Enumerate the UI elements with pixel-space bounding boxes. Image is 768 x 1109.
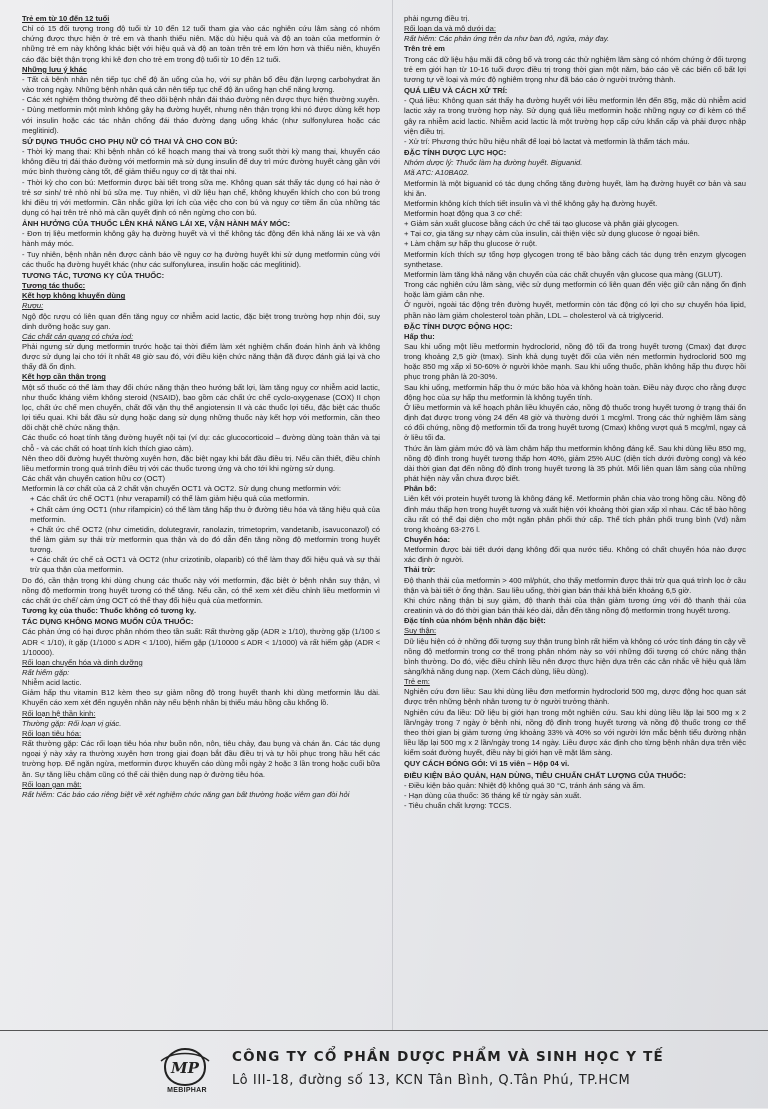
paragraph: Tương kỵ của thuốc: Thuốc không có tương kỵ. <box>22 606 197 616</box>
paragraph: Ở liều metformin và kế hoạch phân liều khuyến cáo, nồng độ thuốc trong huyết tương ở trạng thái ổn định đạt được trong vòng 24 đến 48 giờ và thường dưới 1 mcg/ml. Trong các thử nghiệm lâm sàng có đối chứng, nồng độ metformin tối đa trong huyết tương (Cmax) không vượt quá 5 mcg/ml, ngay cả ở liều tối đa. <box>404 402 746 443</box>
paragraph: - Các xét nghiệm thông thường để theo dõi bệnh nhân đái tháo đường nên được thực hiện thường xuyên. <box>22 95 380 105</box>
subsection-heading: Trên trẻ em <box>404 44 445 54</box>
paragraph: Thường gặp: Rối loạn vị giác. <box>22 718 122 728</box>
paragraph: Metformin là một biguanid có tác dụng chống tăng đường huyết, làm hạ đường huyết cơ bản và sau khi ăn. <box>404 178 746 198</box>
left-column <box>22 14 380 800</box>
paragraph: Rất hiếm: Các phản ứng trên da như ban đỏ, ngứa, mày đay. <box>404 34 610 44</box>
subsection-heading: Đặc tính của nhóm bệnh nhân đặc biệt: <box>404 616 546 626</box>
paragraph: Nên theo dõi đường huyết thường xuyên hơn, đặc biệt ngay khi bắt đầu điều trị. Nếu cần thiết, điều chỉnh liều metformin trong quá trình điều trị với các thuốc tương ứng và cho tới khi ngừng sử dụng. <box>22 453 380 473</box>
paragraph: + Chất ức chế OCT2 (như cimetidin, dolutegravir, ranolazin, trimetoprim, vandetanib, isavuconazol) có thể làm giảm sự thải trừ metformin qua thận và do đó dẫn đến tăng nồng độ metformin trong huyết tương. <box>30 524 380 555</box>
section-heading: ĐẶC TÍNH DƯỢC ĐỘNG HỌC: <box>404 321 513 331</box>
paragraph: + Các chất ức chế OCT1 (như verapamil) có thể làm giảm hiệu quả của metformin. <box>30 494 310 504</box>
logo-wordmark: MEBIPHAR <box>167 1087 207 1094</box>
paragraph: - Tất cả bệnh nhân nên tiếp tục chế độ ăn uống của họ, với sự phân bổ đều đặn lượng carbohydrat ăn vào trong ngày. Những bệnh nhân quá cân nên tiếp tục chế độ ăn uống hạn chế năng lượng. <box>22 74 380 95</box>
mebiphar-logo-icon <box>155 1047 215 1087</box>
paragraph: Suy thận: <box>404 626 437 636</box>
subsection-heading: Kết hợp không khuyến dùng <box>22 291 126 301</box>
paragraph: + Làm chậm sự hấp thu glucose ở ruột. <box>404 239 538 249</box>
paragraph: Trong các nghiên cứu lâm sàng, việc sử dụng metformin có liên quan đến việc giữ cân nặng ổn định hoặc làm giảm cân nhẹ. <box>404 280 746 300</box>
paragraph: + Chất cảm ứng OCT1 (như rifampicin) có thể làm tăng hấp thu ở đường tiêu hóa và tăng hiệu quả của metformin. <box>30 504 380 524</box>
subsection-heading: Trẻ em từ 10 đến 12 tuổi <box>22 14 110 23</box>
subsection-heading: Tương tác thuốc: <box>22 281 86 291</box>
paragraph: Khi chức năng thận bị suy giảm, độ thanh thải của thận giảm tương ứng với độ thanh thải của creatinin và do đó thời gian bán thải kéo dài, dẫn đến tăng nồng độ metformin trong huyết tương. <box>404 595 746 616</box>
paragraph: Rối loạn tiêu hóa: <box>22 728 82 738</box>
section-heading: ĐẶC TÍNH DƯỢC LỰC HỌC: <box>404 148 507 158</box>
paragraph: Mã ATC: A10BA02. <box>404 168 470 178</box>
paragraph: phải ngưng điều trị. <box>404 14 470 23</box>
paragraph: - Tiêu chuẩn chất lượng: TCCS. <box>404 801 512 811</box>
footer <box>0 1030 768 1109</box>
paragraph: Rất hiếm gặp: <box>22 668 70 677</box>
paragraph: - Tuy nhiên, bệnh nhân nên được cảnh báo về nguy cơ hạ đường huyết khi sử dụng metformin cùng với các thuốc hạ đường huyết khác (như các sulfonylurea, insulin hoặc các meglitinid). <box>22 249 380 269</box>
paragraph: - Thời kỳ mang thai: Khi bệnh nhân có kế hoạch mang thai và trong suốt thời kỳ mang thai, khuyến cáo không điều trị đái tháo đường với metformin mà sử dụng insulin để duy trì mức đường huyết càng gần với mức bình thường càng tốt, để giảm thiểu nguy cơ dị tật thai nhi. <box>22 147 380 177</box>
paragraph: Ngộ độc rượu có liên quan đến tăng nguy cơ nhiễm acid lactic, đặc biệt trong trường hợp nhịn đói, suy dinh dưỡng hoặc suy gan. <box>22 311 380 331</box>
paragraph: Chỉ có 15 đối tượng trong độ tuổi từ 10 đến 12 tuổi tham gia vào các nghiên cứu lâm sàng có nhóm chứng được thực hiện ở trẻ em và thanh thiếu niên. Mặc dù hiệu quả và độ an toàn của metformin ở những trẻ em này không khác biệt với hiệu quả và độ an toàn trên trẻ em lớn hơn và thiếu niên, khuyến cáo đặc biệt thận trọng khi kê đơn cho trẻ em trong độ tuổi từ 10 đến 12 tuổi. <box>22 24 380 64</box>
paragraph: Nghiên cứu đa liều: Dữ liệu bị giới hạn trong một nghiên cứu. Sau khi dùng liều lặp lại 500 mg x 2 lần/ngày trong 7 ngày ở bệnh nhi, nồng độ đỉnh trong huyết tương và nồng độ thuốc trong cơ thể theo thời gian bị giảm tương ứng khoảng 33% và 40% so với người lớn mắc bệnh tiểu đường nhận liều lặp lại 500 mg x 2 lần/ngày trong 14 ngày. Liều được xác định cho từng bệnh nhân dựa trên việc kiểm soát đường huyết, điều này bị giới hạn về mặt lâm sàng. <box>404 707 746 758</box>
paragraph: Nghiên cứu đơn liều: Sau khi dùng liều đơn metformin hydroclorid 500 mg, dược động học quan sát được trên những bệnh nhân tương tự ở người trưởng thành. <box>404 687 746 707</box>
fold-line <box>392 0 393 1030</box>
section-heading: ĐIỀU KIỆN BẢO QUẢN, HẠN DÙNG, TIÊU CHUẨN CHẤT LƯỢNG CỦA THUỐC: <box>404 770 687 780</box>
paragraph: Giảm hấp thu vitamin B12 kèm theo sự giảm nồng độ trong huyết thanh khi dùng metformin lâu dài. Khuyến cáo xem xét đến nguyên nhân này nếu bệnh nhân bị thiếu máu hồng cầu khổng lồ. <box>22 688 380 708</box>
paragraph: Các thuốc có hoạt tính tăng đường huyết nội tại (ví dụ: các glucocorticoid – đường dùng toàn thân và tại chỗ - và các chất có hoạt tính kích thích giao cảm). <box>22 433 380 453</box>
paragraph: Phải ngưng sử dụng metformin trước hoặc tại thời điểm làm xét nghiệm chẩn đoán hình ảnh và không được sử dụng lại cho tới ít nhất 48 giờ sau đó, với điều kiện chức năng thận đã được đánh giá lại và cho thấy đã ổn định. <box>22 342 380 372</box>
paragraph: Trẻ em: <box>404 677 430 687</box>
paragraph: + Tại cơ, gia tăng sự nhạy cảm của insulin, cải thiện việc sử dụng glucose ở ngoại biên. <box>404 229 700 239</box>
paragraph: Liên kết với protein huyết tương là không đáng kể. Metformin phân chia vào trong hồng cầu. Nồng độ đỉnh máu thấp hơn trong huyết tương và xuất hiện với khoảng thời gian xấp xỉ nhau. Các tế bào hồng cầu rất có thể đại diện cho một ngăn phân phối thứ cấp. Thể tích phân phối trung bình (Vd) nằm trong khoảng 63-276 l. <box>404 494 746 534</box>
paragraph: - Hạn dùng của thuốc: 36 tháng kể từ ngày sản xuất. <box>404 790 582 800</box>
paragraph: Độ thanh thải của metformin > 400 ml/phút, cho thấy metformin được thải trừ qua quá trình lọc ở cầu thận và bài tiết ở ống thận. Sau liều uống, thời gian bán thải khả biến khoảng 6,5 giờ. <box>404 575 746 595</box>
paragraph: Sau khi uống, metformin hấp thu ở mức bão hòa và không hoàn toàn. Điều này được cho rằng được động học của sự hấp thu metformin là không tuyến tính. <box>404 382 746 402</box>
paragraph: Sau khi uống một liều metformin hydroclorid, nồng độ tối đa trong huyết tương (Cmax) đạt được trong khoảng 2,5 giờ (tmax). Sinh khả dụng tuyệt đối của viên nén metformin hydroclorid 500 mg hoặc 850 mg xấp xỉ 50-60% ở người khỏe mạnh. Sau khi uống thuốc, phần không hấp thu được hồi phục trong phân là 20-30%. <box>404 342 746 382</box>
section-heading: SỬ DỤNG THUỐC CHO PHỤ NỮ CÓ THAI VÀ CHO CON BÚ: <box>22 136 238 146</box>
paragraph: Dữ liệu hiện có ở những đối tượng suy thận trung bình rất hiếm và không có ước tính đáng tin cậy về nồng độ metformin trong cơ thể trong phân nhóm này so với những đối tượng có chức năng thận bình thường. Do đó, việc điều chỉnh liều nên được thực hiện dựa trên các cân nhắc về hiệu quả lâm sàng/khả năng dung nạp. (Xem Cách dùng, liều dùng). <box>404 636 746 676</box>
mebiphar-logo <box>155 1047 215 1105</box>
subsection-heading: Những lưu ý khác <box>22 64 88 74</box>
subsection-heading: Thải trừ: <box>404 565 436 575</box>
paragraph: - Điều kiện bảo quản: Nhiệt độ không quá 30 °C, tránh ánh sáng và ẩm. <box>404 780 646 790</box>
section-heading: QUÁ LIỀU VÀ CÁCH XỬ TRÍ: <box>404 86 508 96</box>
paragraph: - Xử trí: Phương thức hữu hiệu nhất để loại bỏ lactat và metformin là thẩm tách máu. <box>404 136 690 146</box>
paragraph: Rượu: <box>22 301 44 311</box>
right-column <box>404 14 746 811</box>
logo-mark: MP <box>171 1059 199 1077</box>
paragraph: Rất hiếm: Các báo cáo riêng biệt về xét nghiệm chức năng gan bất thường hoặc viêm gan đòi hỏi <box>22 789 350 799</box>
paragraph: Rối loạn da và mô dưới da: <box>404 24 496 34</box>
company-address: Lô III-18, đường số 13, KCN Tân Bình, Q.Tân Phú, TP.HCM <box>232 1073 631 1088</box>
paragraph: Nhóm dược lý: Thuốc làm hạ đường huyết. Biguanid. <box>404 158 583 168</box>
paragraph: Do đó, cần thận trọng khi dùng chung các thuốc này với metformin, đặc biệt ở bệnh nhân suy thận, vì nồng độ metformin trong huyết tương có thể tăng. Nếu cần, có thể xem xét điều chỉnh liều metformin vì các chất ức chế/ cảm ứng OCT có thể thay đổi hiệu quả của metformin. <box>22 575 380 605</box>
subsection-heading: Kết hợp cần thận trọng <box>22 372 106 382</box>
paragraph: Rối loạn hệ thần kinh: <box>22 708 96 718</box>
paragraph: Metformin không kích thích tiết insulin và vì thế không gây hạ đường huyết. <box>404 198 658 208</box>
paragraph: Rất thường gặp: Các rối loạn tiêu hóa như buồn nôn, nôn, tiêu chảy, đau bụng và chán ăn. Các tác dụng ngoại ý này xảy ra thường xuyên hơn trong giai đoạn bắt đầu điều trị và tự hồi phục trong hầu hết các trường hợp. Để ngăn ngừa, metformin được khuyến cáo dùng mỗi ngày 2 hoặc 3 lần trong hoặc cuối bữa ăn. Sự tăng liều chậm cũng có thể cải thiện dung nạp ở đường tiêu hóa. <box>22 739 380 779</box>
section-heading: QUY CÁCH ĐÓNG GÓI: Vỉ 15 viên – Hộp 04 vỉ. <box>404 759 570 769</box>
paragraph: - Đơn trị liệu metformin không gây hạ đường huyết và vì thế không tác động đến khả năng lái xe và vận hành máy móc. <box>22 229 380 249</box>
company-name: CÔNG TY CỔ PHẦN DƯỢC PHẨM VÀ SINH HỌC Y TẾ <box>232 1049 664 1065</box>
paragraph: Các chất vận chuyển cation hữu cơ (OCT) <box>22 474 166 484</box>
section-heading: TƯƠNG TÁC, TƯƠNG KỴ CỦA THUỐC: <box>22 270 165 280</box>
paragraph: Các phản ứng có hại được phân nhóm theo tần suất: Rất thường gặp (ADR ≥ 1/10), thường gặp (1/100 ≤ ADR < 1/10), ít gặp (1/1000 ≤ ADR < 1/100), hiếm gặp (1/10000 ≤ ADR < 1/1000) và rất hiếm gặp (ADR < 1/10000). <box>22 627 380 657</box>
paragraph: - Thời kỳ cho con bú: Metformin được bài tiết trong sữa mẹ. Không quan sát thấy tác dụng có hại nào ở trẻ sơ sinh/ trẻ nhỏ nhỉ bú sữa mẹ. Tuy nhiên, vì dữ liệu hạn chế, không khuyến khích cho con bú trong khi điều trị với metformin. Cần nhắc giữa lợi ích của việc cho con bú và nguy cơ tiềm ẩn của những tác dụng có hại trên trẻ nhỏ mà cần quyết định có nên ngừng cho con bú. <box>22 177 380 217</box>
paragraph: Nhiễm acid lactic. <box>22 678 82 688</box>
paragraph: - Dùng metformin một mình không gây hạ đường huyết, nhưng nên thận trọng khi nó được dùng kết hợp với insulin hoặc các tác nhân chống đái tháo đường dạng uống khác (như sulfonylurea hoặc các meglitinid). <box>22 105 380 135</box>
paragraph: - Quá liều: Không quan sát thấy hạ đường huyết với liều metformin lên đến 85g, mặc dù nhiễm acid lactic xảy ra trong trường hợp này. Sử dụng quá liều metformin hoặc những nguy cơ đi kèm có thể gây ra nhiễm acid lactic. Nhiễm acid lactic là một trường hợp cấp cứu khẩn cấp và phải được nhập viện điều trị. <box>404 96 746 136</box>
paragraph: + Giảm sản xuất glucose bằng cách ức chế tái tạo glucose và phân giải glycogen. <box>404 219 680 229</box>
paragraph: Metformin hoạt động qua 3 cơ chế: <box>404 208 523 218</box>
paragraph: Thức ăn làm giảm mức độ và làm chậm hấp thu metformin không đáng kể. Sau khi dùng liều 850 mg, nồng độ đỉnh trong huyết tương thấp hơn 40%, giảm 25% AUC (diện tích dưới đường cong) và kéo dài thời gian đạt đến nồng độ đỉnh trong huyết tương là 35 phút. Mối liên quan lâm sàng của những phát hiện này vẫn chưa được biết. <box>404 443 746 484</box>
paragraph: Các chất cản quang có chứa iod: <box>22 331 134 341</box>
section-heading: TÁC DỤNG KHÔNG MONG MUỐN CỦA THUỐC: <box>22 617 194 627</box>
paragraph: Rối loạn chuyển hóa và dinh dưỡng <box>22 657 143 667</box>
paragraph: Metformin là cơ chất của cả 2 chất vận chuyển OCT1 và OCT2. Sử dụng chung metformin với: <box>22 484 341 494</box>
subsection-heading: Hấp thu: <box>404 331 435 341</box>
paragraph: Metformin được bài tiết dưới dạng không đổi qua nước tiểu. Không có chất chuyển hóa nào được xác định ở người. <box>404 545 746 565</box>
paragraph: Một số thuốc có thể làm thay đổi chức năng thận theo hướng bất lợi, làm tăng nguy cơ nhiễm acid lactic, như thuốc kháng viêm không steroid (NSAID), bao gồm các chất ức chế cyclo-oxygenase (COX) II chọn lọc, chất ức chế men chuyển, chất đối vận thụ thể angiotensin II và các thuốc lợi tiểu, đặc biệt các thuốc lợi tiểu quai. Khi bắt đầu sử dụng hoặc dang sử dụng những thuốc này kết hợp với metformin, cần theo dõi chặt chẽ chức năng thận. <box>22 382 380 433</box>
paragraph: + Các chất ức chế cả OCT1 và OCT2 (như crizotinib, olaparib) có thể làm thay đổi hiệu quả và sự thải trừ qua thận của metformin. <box>30 555 380 575</box>
paragraph: Trong các dữ liệu hậu mãi đã công bố và trong các thử nghiệm lâm sàng có nhóm chứng ở đối tượng trẻ em giới hạn từ 10-16 tuổi được điều trị trong thời gian một năm, báo cáo về các biến cố bất lợi tương tự về loại và mức độ nghiêm trọng như đã báo cáo ở người trưởng thành. <box>404 54 746 84</box>
paragraph: Rối loạn gan mật: <box>22 779 82 789</box>
subsection-heading: Chuyển hóa: <box>404 534 450 544</box>
paragraph: Metformin kích thích sự tổng hợp glycogen trong tế bào bằng cách tác dụng trên enzym glycogen synthetase. <box>404 249 746 269</box>
section-heading: ẢNH HƯỞNG CỦA THUỐC LÊN KHẢ NĂNG LÁI XE, VẬN HÀNH MÁY MÓC: <box>22 219 291 229</box>
paragraph: Metformin làm tăng khả năng vận chuyển của các chất chuyển vận glucose qua màng (GLUT). <box>404 269 723 279</box>
subsection-heading: Phân bố: <box>404 484 437 494</box>
paragraph: Ở người, ngoài tác động trên đường huyết, metformin còn tác động có lợi cho sự chuyển hóa lipid, phần nào làm giảm cholesterol toàn phần, LDL – cholesterol và cả triglycerid. <box>404 300 746 320</box>
